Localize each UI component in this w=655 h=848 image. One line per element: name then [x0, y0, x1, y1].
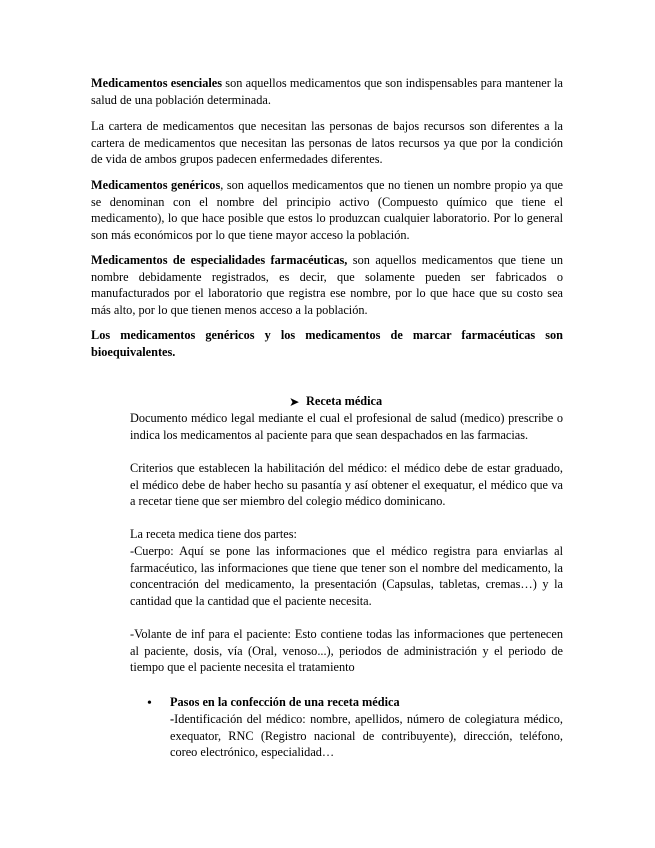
definition-text: son aquellos medicamentos que tiene un nombre debidamente registrados, es decir, que solamente pueden ser fabricados o manufacturados por el laboratorio que registra ese nombre, por lo que hace que su costo sea más alto, por lo que tienen menos acceso a la población.	[91, 253, 563, 317]
volante-text: -Volante de inf para el paciente: Esto contiene todas las informaciones que pertenecen al paciente, dosis, vía (Oral, venoso...), periodos de administración y el periodo de tiempo que el paciente necesita el tratamiento	[130, 627, 563, 674]
paragraph-medicamentos-esenciales	[91, 75, 563, 108]
definition-text: son aquellos medicamentos que son indispensables para mantener la salud de una población determinada.	[91, 76, 563, 107]
term-medicamentos-esenciales: Medicamentos esenciales	[91, 76, 223, 90]
receta-definition	[130, 410, 563, 443]
term-medicamentos-genericos: Medicamentos genéricos	[91, 178, 221, 192]
receta-medica-heading: Receta médica	[306, 394, 383, 408]
receta-doc-text: Documento médico legal mediante el cual el profesional de salud (medico) prescribe o indica los medicamentos al paciente para que sean despachados en las farmacias.	[130, 411, 563, 442]
partes-text: La receta medica tiene dos partes:	[130, 527, 297, 541]
cuerpo-text: -Cuerpo: Aquí se pone las informaciones que el médico registra para enviarlas al farmacéutico, las informaciones que tiene que tener son el nombre del medicamento, la concentración del medicamento, la presentación (Capsulas, tabletas, cremas…) y la cantidad que la cantidad que el paciente necesita.	[130, 544, 563, 608]
identificacion-text: Identificación del médico: nombre, apellidos, número de colegiatura médico, exequator, RNC (Registro nacional de contribuyente), dirección, teléfono, coreo electrónico, especialidad…	[170, 712, 563, 759]
paragraph-medicamentos-genericos	[91, 177, 563, 243]
receta-volante	[130, 626, 563, 676]
term-especialidades: Medicamentos de especialidades farmacéuticas,	[91, 253, 348, 267]
pasos-heading	[170, 694, 563, 711]
receta-cuerpo	[130, 543, 563, 609]
paragraph-cartera	[91, 118, 563, 168]
criterios-text: Criterios que establecen la habilitación del médico: el médico debe de estar graduado, el médico debe de haber hecho su pasantía y así obtener el exequatur, el médico que va a recetar tiene que ser miembro del colegio médico dominicano.	[130, 461, 563, 508]
definition-text: , son aquellos medicamentos que no tienen un nombre propio ya que se denominan con el nombre del principio activo (Compuesto químico que tiene el medicamento), lo que hace posible que estos lo produzcan cualquier laboratorio. Por lo general son más económicos por lo que tiene mayor acceso la población.	[91, 178, 563, 242]
paragraph-especialidades	[91, 252, 563, 318]
arrow-bullet-icon: ➤	[289, 395, 300, 409]
bioequivalentes-statement: Los medicamentos genéricos y los medicamentos de marcar farmacéuticas son bioequivalentes.	[91, 328, 563, 359]
bullet-icon: •	[147, 696, 152, 711]
paragraph-bioequivalentes	[91, 327, 563, 360]
receta-criterios	[130, 460, 563, 510]
pasos-identificacion	[170, 711, 563, 761]
pasos-heading-text: Pasos en la confección de una receta médica	[170, 695, 400, 709]
dash-marker: -	[170, 712, 175, 726]
receta-partes	[130, 526, 563, 543]
cartera-text: La cartera de medicamentos que necesitan las personas de bajos recursos son diferentes a la cartera de medicamentos que necesitan las personas de latos recursos ya que por la condición de vida de ambos grupos padecen enfermedades diferentes.	[91, 119, 563, 166]
